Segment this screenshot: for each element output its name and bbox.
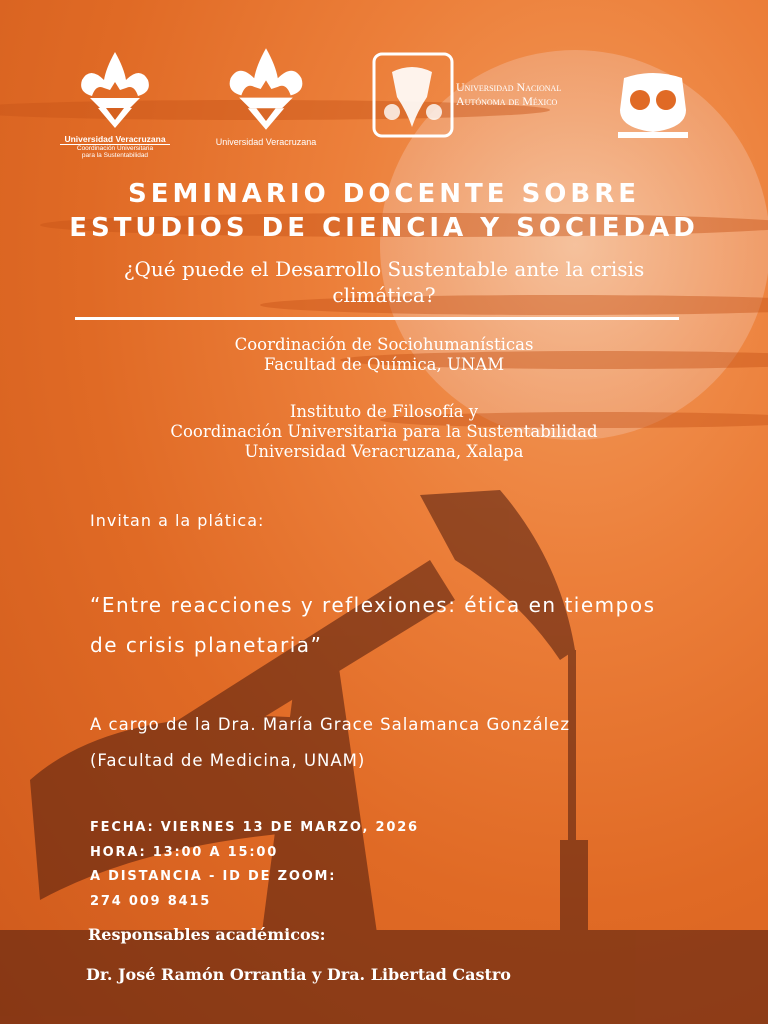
speaker-line-2: (Facultad de Medicina, UNAM) (90, 751, 366, 770)
talk-title (90, 585, 656, 665)
unam-logo (372, 52, 582, 140)
organizer-line: Instituto de Filosofía y (289, 402, 479, 421)
uv-logo (207, 45, 325, 155)
owl-glasses-icon (614, 70, 692, 140)
title-line-2: ESTUDIOS DE CIENCIA Y SOCIEDAD (69, 213, 699, 243)
seminar-title (0, 177, 768, 245)
organizers-group-2 (0, 402, 768, 462)
uv-sustainability-logo (60, 50, 170, 160)
subtitle-line-1: ¿Qué puede el Desarrollo Sustentable ante la crisis (123, 257, 645, 281)
veracruzana-flor-icon (60, 50, 170, 130)
subtitle-line-2: climática? (332, 283, 436, 307)
veracruzana-flor-icon (207, 45, 325, 133)
title-line-1: SEMINARIO DOCENTE SOBRE (127, 179, 641, 209)
invitation-text: Invitan a la plática: (90, 511, 265, 530)
seminar-subtitle (0, 256, 768, 308)
uv-logo-line2: Coordinación Universitaria (76, 145, 154, 152)
uv-logo-name: Universidad Veracruzana (215, 137, 317, 147)
speaker-info (90, 707, 570, 779)
event-time: HORA: 13:00 A 15:00 (90, 844, 279, 860)
responsables-label: Responsables académicos: (88, 925, 326, 944)
organizer-line: Coordinación de Sociohumanísticas (234, 335, 534, 354)
organizer-line: Facultad de Química, UNAM (263, 355, 505, 374)
event-mode: A DISTANCIA - ID DE ZOOM: (90, 869, 337, 884)
responsables-names: Dr. José Ramón Orrantia y Dra. Libertad Castro (86, 965, 511, 984)
unam-crest-icon (372, 52, 454, 138)
zoom-id: 274 009 8415 (90, 893, 212, 909)
speaker-line-1: A cargo de la Dra. María Grace Salamanca González (90, 715, 570, 734)
talk-title-line-1: “Entre reacciones y reflexiones: ética en tiempos (90, 593, 656, 617)
title-divider (75, 317, 679, 320)
organizer-line: Coordinación Universitaria para la Sustentabilidad (170, 422, 598, 441)
uv-logo-name: Universidad Veracruzana (60, 134, 170, 145)
owl-logo (614, 70, 692, 140)
talk-title-line-2: de crisis planetaria” (90, 633, 323, 657)
uv-logo-line3: para la Sustentabilidad (81, 152, 149, 159)
organizers-group-1 (0, 335, 768, 375)
organizer-line: Universidad Veracruzana, Xalapa (244, 442, 524, 461)
event-date: FECHA: VIERNES 13 DE MARZO, 2026 (90, 820, 419, 835)
unam-name-line2: Autónoma de México (456, 94, 558, 108)
event-details (90, 816, 419, 914)
unam-name-line1: Universidad Nacional (456, 80, 562, 94)
